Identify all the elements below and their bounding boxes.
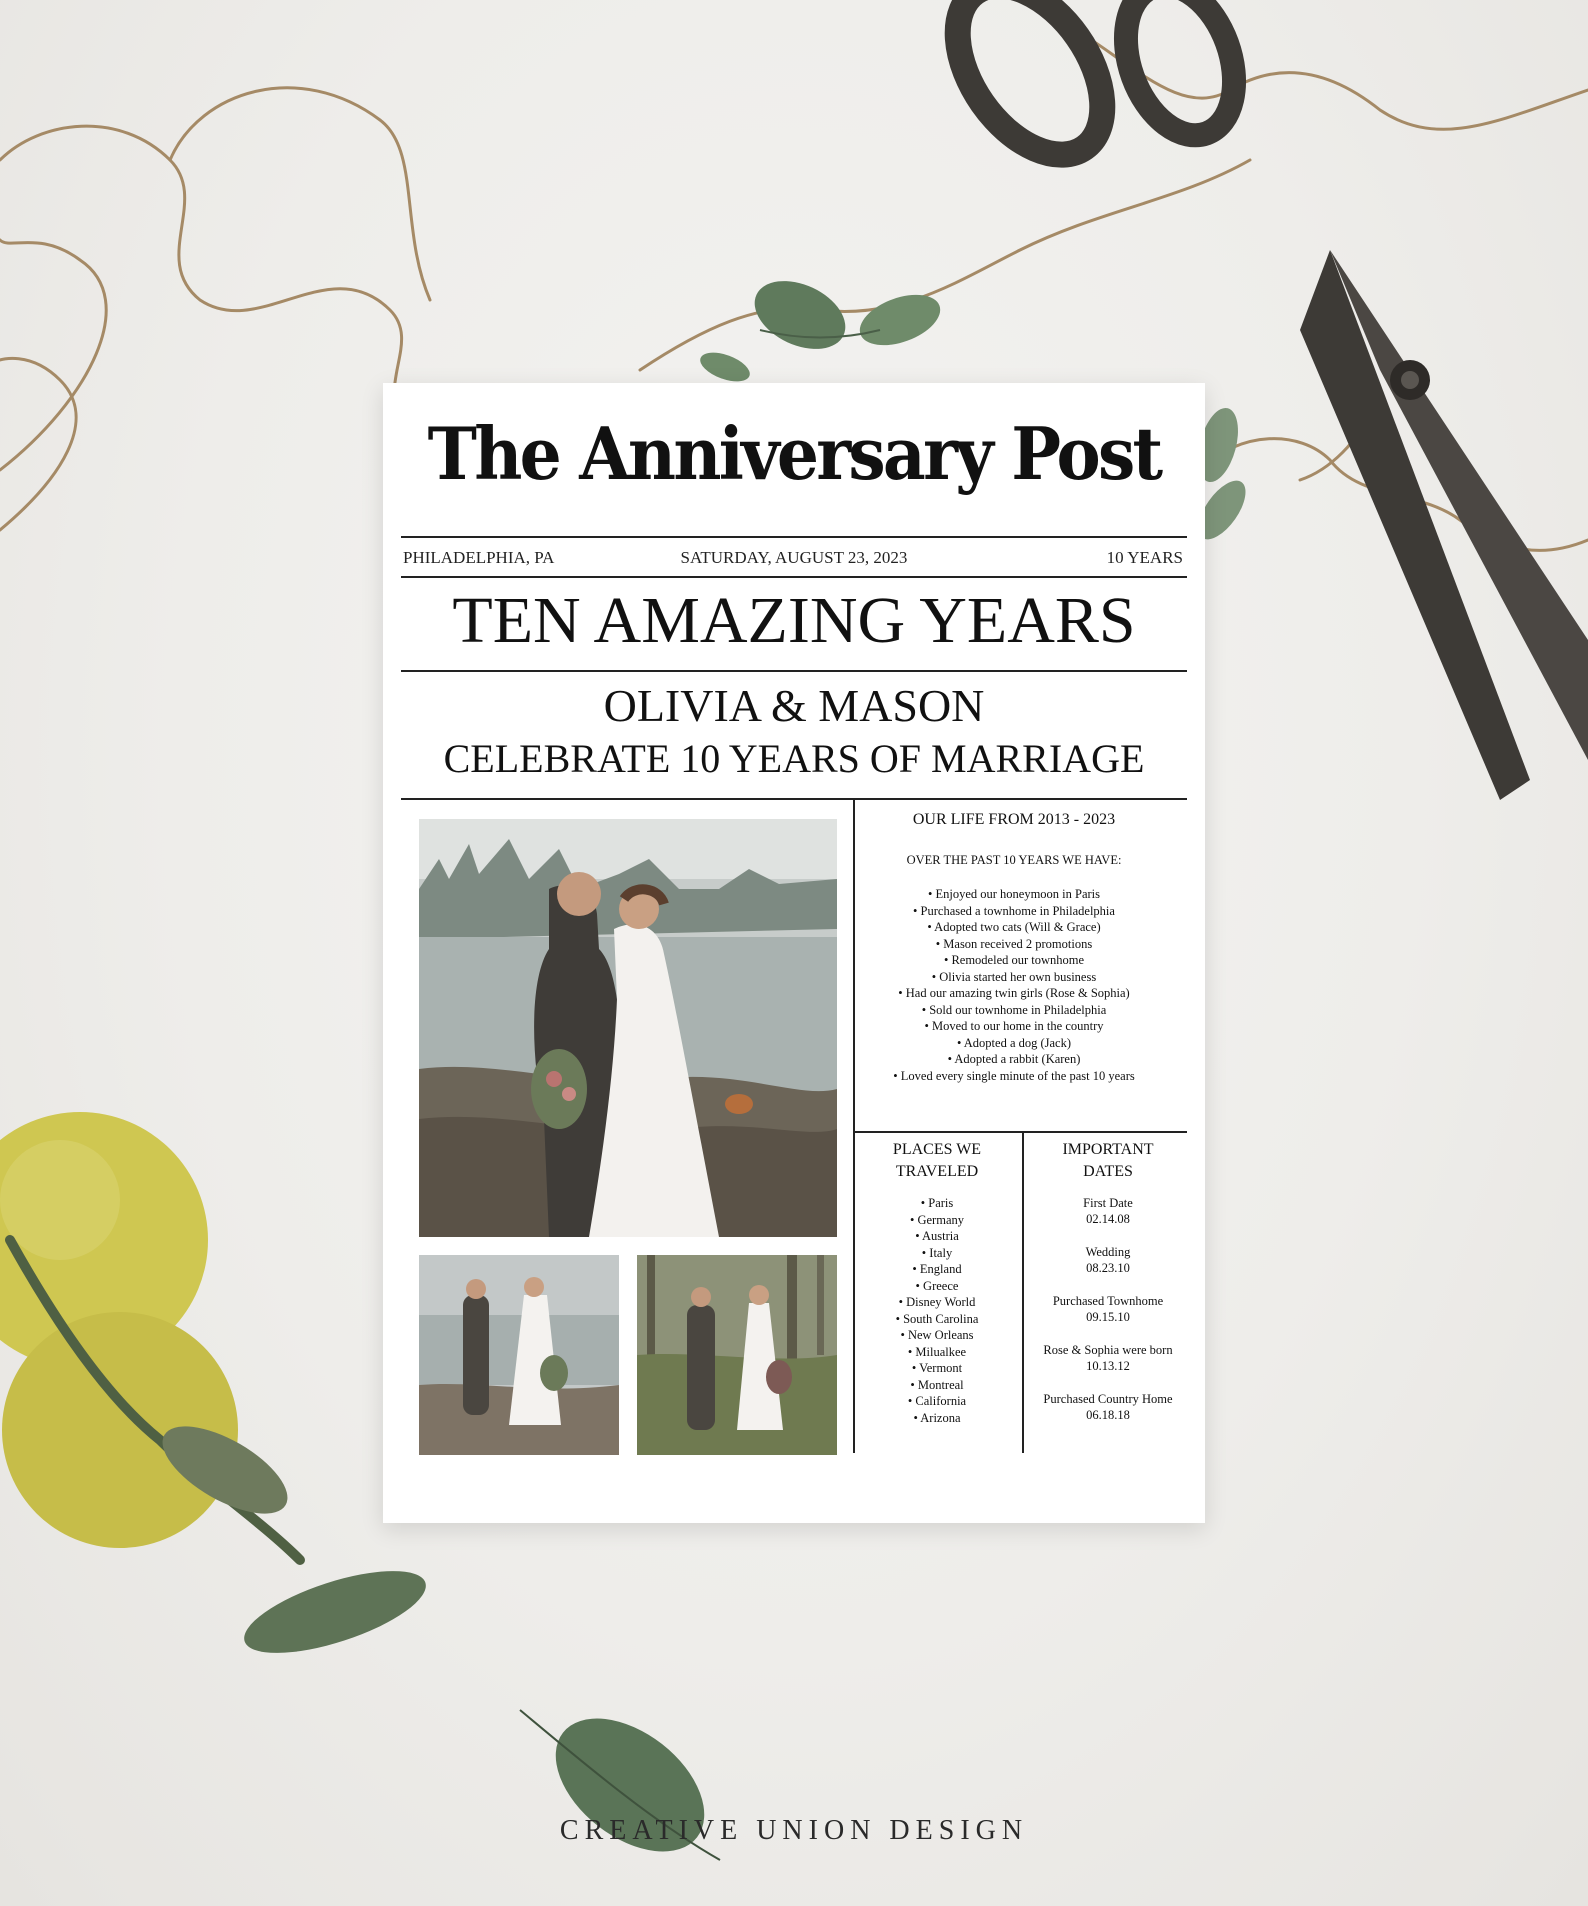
issue-date: SATURDAY, AUGUST 23, 2023 [680,548,908,567]
photo-small-left [419,1255,619,1455]
place-item: • Disney World [898,1295,976,1309]
date-label: Wedding [1085,1245,1131,1259]
photo-couple-forest [637,1255,837,1455]
date-item [1023,1293,1193,1325]
dates-heading [1023,1139,1193,1183]
subheadline: CELEBRATE 10 YEARS OF MARRIAGE [443,736,1145,781]
place-item: • Austria [915,1229,959,1243]
brand-credit: CREATIVE UNION DESIGN [559,1815,1029,1846]
date-value: 08.23.10 [1086,1261,1130,1275]
rule-dateline [401,576,1187,578]
life-item: • Sold our townhome in Philadelphia [921,1002,1107,1017]
life-item: • Enjoyed our honeymoon in Paris [927,887,1101,901]
life-subtitle: OVER THE PAST 10 YEARS WE HAVE: [906,853,1122,867]
places-list [861,1195,1013,1426]
places-heading [861,1139,1013,1183]
life-item: • Moved to our home in the country [924,1019,1104,1033]
place-item: • Italy [921,1245,953,1260]
date-item [1023,1342,1193,1374]
location-text: PHILADELPHIA, PA [403,548,555,567]
years-text: 10 YEARS [1106,548,1183,567]
photo-small-right [637,1255,837,1455]
place-item: • Greece [915,1278,959,1293]
life-item: • Adopted a rabbit (Karen) [947,1052,1081,1066]
life-title: OUR LIFE FROM 2013 - 2023 [912,811,1116,828]
life-item: • Loved every single minute of the past 10 years [893,1068,1135,1083]
place-item: • Germany [909,1212,964,1227]
life-item: • Olivia started her own business [931,969,1097,984]
place-item: • Arizona [913,1410,961,1425]
date-label: First Date [1083,1196,1133,1210]
couple-names: OLIVIA & MASON [603,680,985,731]
date-value: 06.18.18 [1086,1408,1130,1422]
dates-heading-line2: DATES [1083,1163,1133,1180]
life-item: • Purchased a townhome in Philadelphia [913,903,1115,918]
place-item: • England [912,1262,962,1276]
place-item: • California [907,1394,967,1408]
life-list [853,886,1175,1084]
place-item: • Milualkee [907,1344,967,1359]
headline: TEN AMAZING YEARS [452,584,1136,657]
dates-list [1023,1195,1193,1440]
place-item: • New Orleans [900,1328,974,1342]
photo-couple-shore [419,1255,619,1455]
masthead: The Anniversary Post [427,411,1161,496]
date-label: Rose & Sophia were born [1043,1343,1173,1357]
place-item: • Vermont [911,1361,963,1375]
place-item: • Montreal [910,1377,964,1392]
date-label: Purchased Country Home [1043,1392,1173,1406]
place-item: • Paris [920,1196,954,1210]
date-item [1023,1195,1193,1227]
photo-main [419,819,837,1237]
lemons [0,1112,435,1670]
places-heading-line2: TRAVELED [895,1163,979,1180]
life-item: • Had our amazing twin girls (Rose & Sophia) [898,986,1130,1000]
life-item: • Adopted two cats (Will & Grace) [927,920,1101,934]
place-item: • South Carolina [895,1311,979,1326]
rule-lower-right [853,1131,1187,1133]
rule-headline [401,670,1187,672]
date-label: Purchased Townhome [1052,1294,1164,1308]
rule-section [401,798,1187,800]
life-item: • Remodeled our townhome [943,953,1085,967]
places-heading-line1: PLACES WE [892,1141,982,1158]
rule-top [401,536,1187,538]
dates-heading-line1: IMPORTANT [1062,1141,1154,1158]
life-item: • Mason received 2 promotions [935,936,1093,951]
life-item: • Adopted a dog (Jack) [956,1035,1072,1050]
date-item [1023,1391,1193,1423]
date-value: 10.13.12 [1086,1359,1130,1373]
newspaper-card [383,383,1205,1523]
date-value: 02.14.08 [1086,1212,1130,1226]
photo-kiss-lake [419,819,837,1237]
date-item [1023,1244,1193,1276]
date-value: 09.15.10 [1086,1310,1130,1324]
